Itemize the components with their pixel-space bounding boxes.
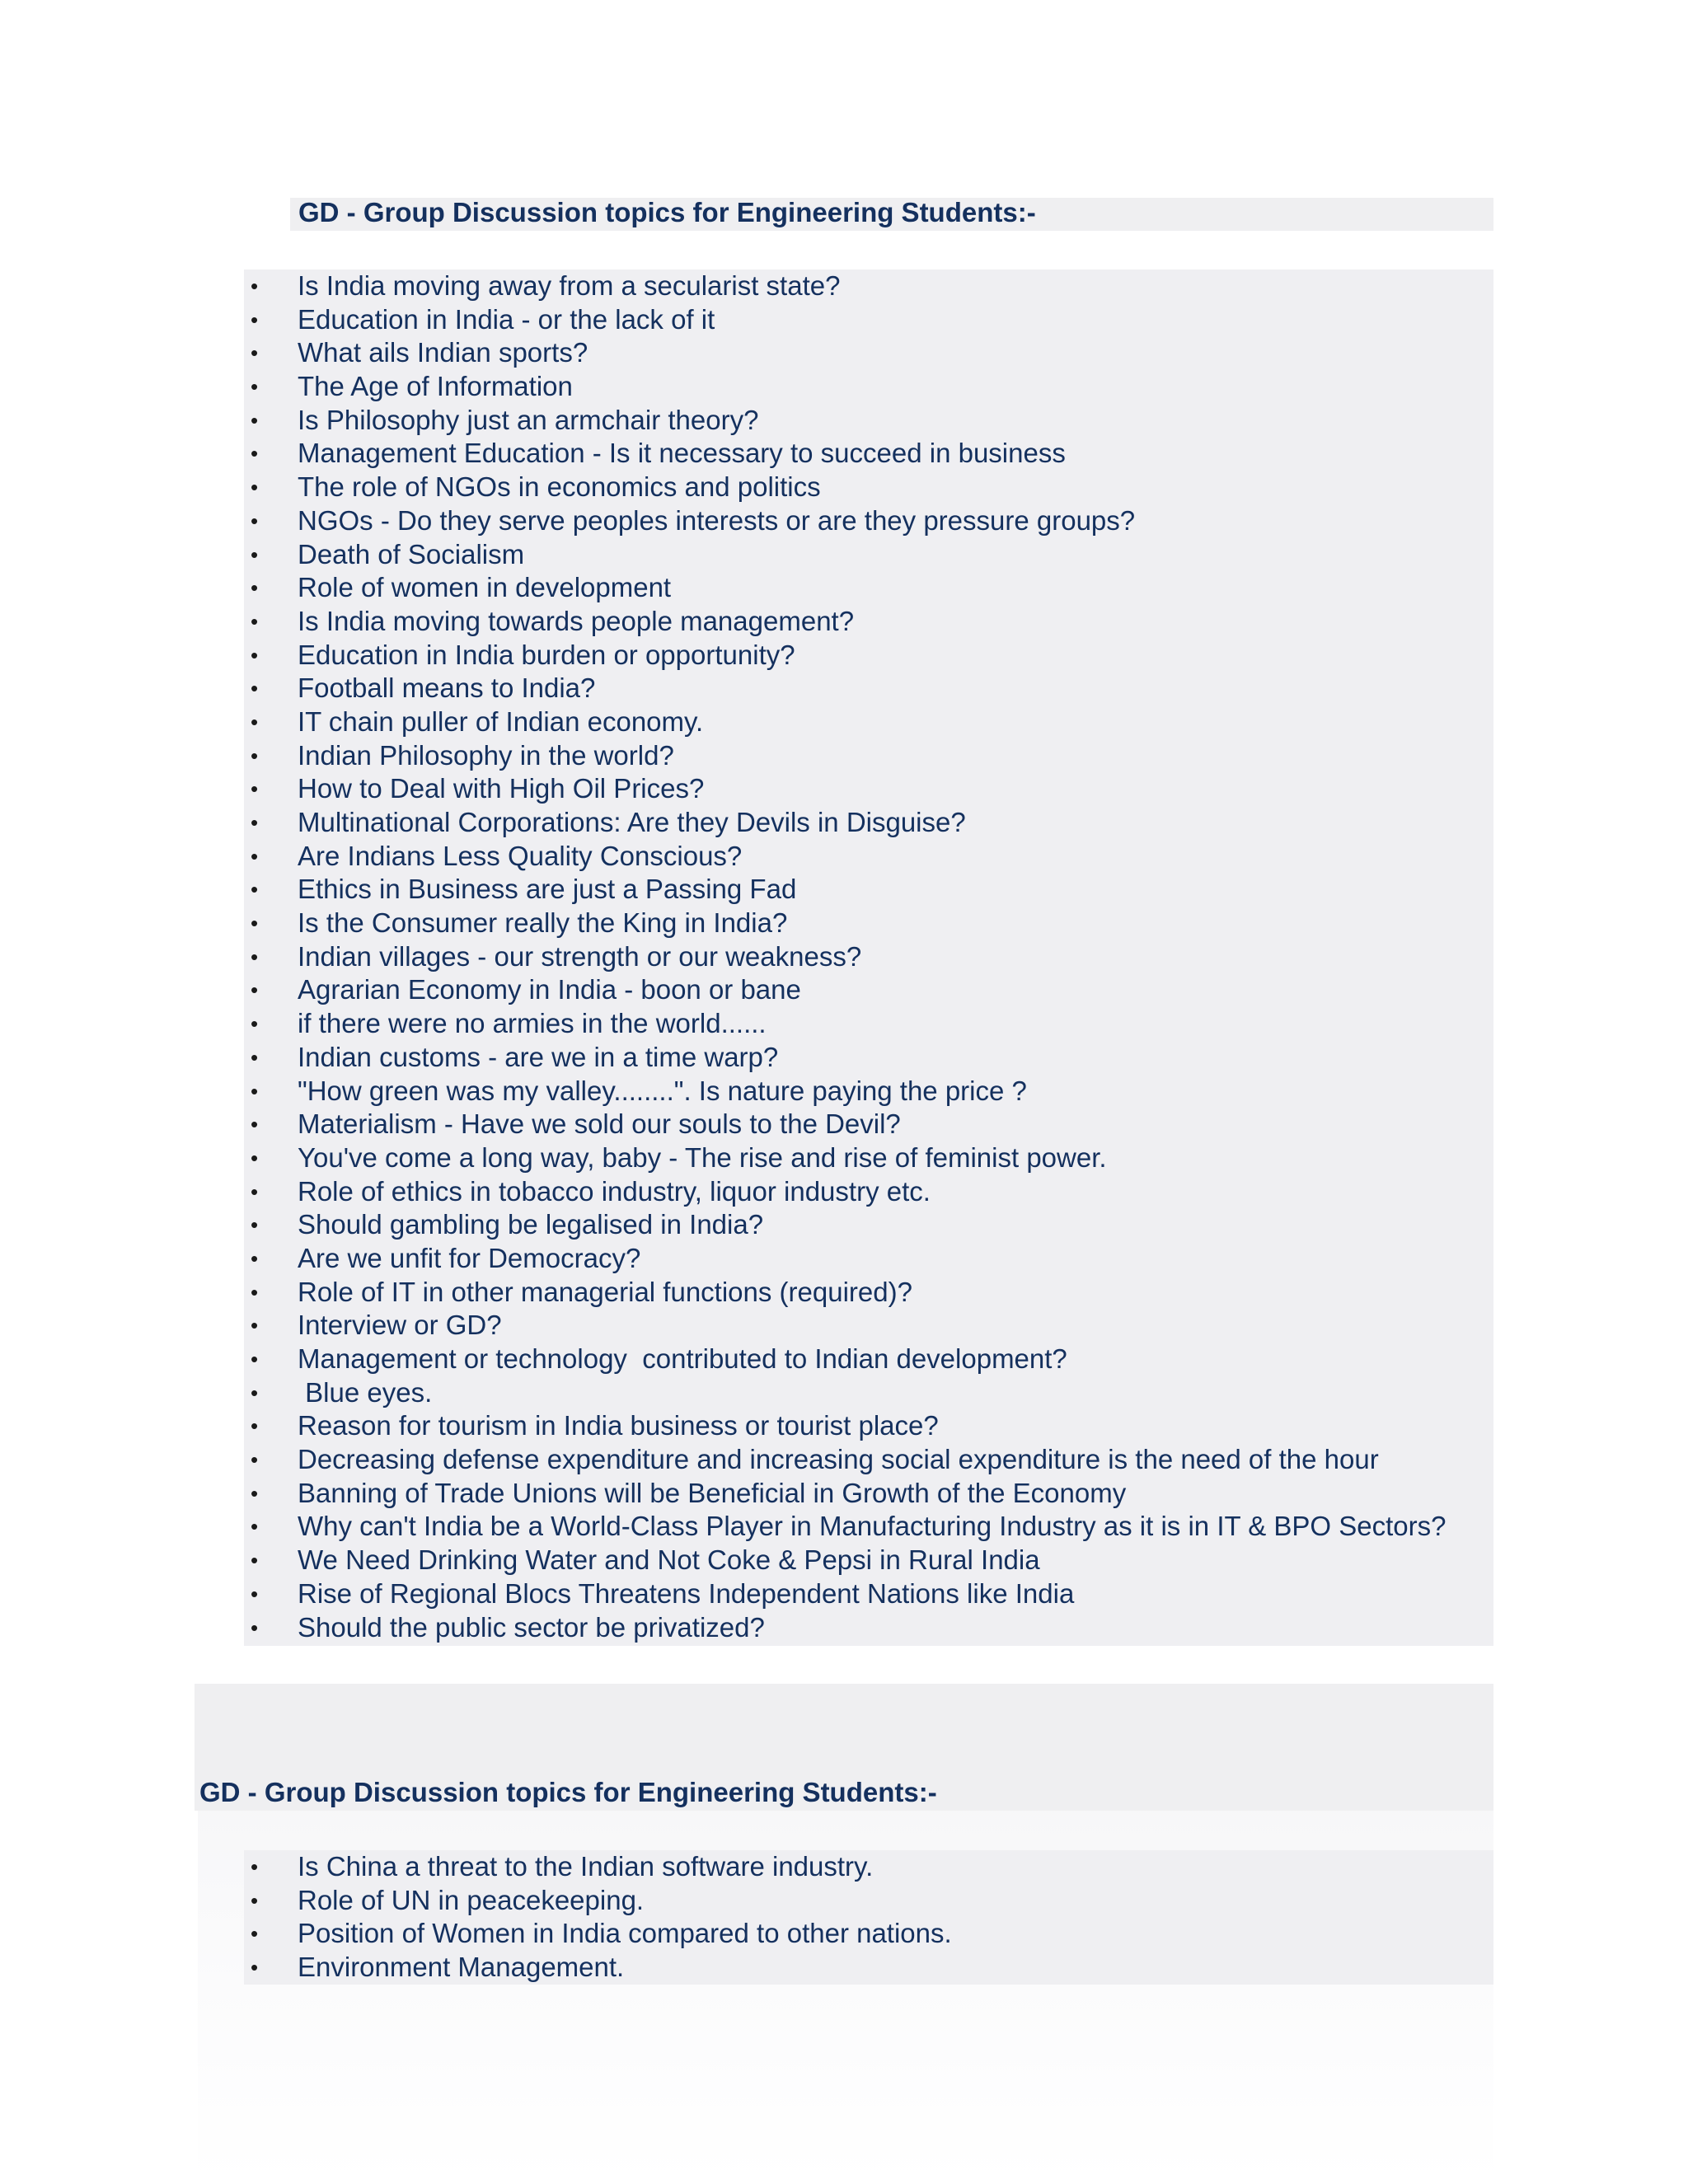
topic-text: Is India moving away from a secularist state? — [298, 270, 841, 301]
bullet-icon: • — [251, 1854, 259, 1879]
topic-list-item — [244, 1850, 1493, 1884]
bullet-icon: • — [251, 911, 259, 936]
bullet-icon: • — [251, 877, 259, 902]
topic-text: Multinational Corporations: Are they Devils in Disguise? — [298, 807, 966, 837]
bullet-icon: • — [251, 1548, 259, 1573]
topic-text: Position of Women in India compared to other nations. — [298, 1918, 952, 1949]
topic-list-item — [244, 1075, 1493, 1108]
topic-text: Management Education - Is it necessary to succeed in business — [298, 438, 1066, 469]
topic-list-item — [244, 605, 1493, 639]
topic-list-item — [244, 1175, 1493, 1209]
bullet-icon: • — [251, 1955, 259, 1980]
topic-text: if there were no armies in the world...... — [298, 1008, 767, 1039]
topic-list-item — [244, 1242, 1493, 1276]
topic-text: Banning of Trade Unions will be Beneficial in Growth of the Economy — [298, 1477, 1127, 1508]
topic-text: Management or technology contributed to Indian development? — [298, 1343, 1067, 1374]
topic-list-item — [244, 571, 1493, 605]
topic-list-item — [244, 1443, 1493, 1477]
topic-text: Is the Consumer really the King in India? — [298, 907, 788, 939]
bullet-icon: • — [251, 1279, 259, 1305]
topic-list-item — [244, 907, 1493, 940]
topic-list-item — [244, 1108, 1493, 1141]
bullet-icon: • — [251, 1380, 259, 1405]
topic-list-item — [244, 404, 1493, 438]
section-1-heading: GD - Group Discussion topics for Engineering Students:- — [298, 197, 1036, 227]
topic-text: Role of UN in peacekeeping. — [298, 1884, 645, 1915]
bullet-icon: • — [251, 1615, 259, 1640]
topic-list-item — [244, 336, 1493, 370]
topic-text: Blue eyes. — [298, 1376, 433, 1408]
bullet-icon: • — [251, 274, 259, 298]
topic-list-item — [244, 303, 1493, 337]
bullet-icon: • — [251, 307, 259, 332]
topic-list-item — [244, 1376, 1493, 1410]
topic-list-item — [244, 1343, 1493, 1376]
topic-list-item — [244, 1007, 1493, 1041]
topic-text: The Age of Information — [298, 371, 573, 402]
topic-text: Role of IT in other managerial functions (required)? — [298, 1276, 912, 1307]
topic-text: Role of women in development — [298, 572, 672, 603]
topic-list-item — [244, 1917, 1493, 1951]
topic-text: Is India moving towards people management? — [298, 605, 855, 636]
topic-text: "How green was my valley........". Is nature paying the price ? — [298, 1075, 1027, 1106]
topic-text: Environment Management. — [298, 1952, 625, 1983]
topic-text: Education in India - or the lack of it — [298, 303, 715, 335]
topic-list-item — [244, 1577, 1493, 1611]
bullet-icon: • — [251, 1212, 259, 1238]
topic-list-item — [244, 705, 1493, 739]
bullet-icon: • — [251, 843, 259, 869]
bullet-icon: • — [251, 1514, 259, 1540]
bullet-icon: • — [251, 1078, 259, 1104]
topic-list-item — [244, 1276, 1493, 1310]
topic-text: We Need Drinking Water and Not Coke & Pepsi in Rural India — [298, 1544, 1040, 1576]
bullet-icon: • — [251, 1011, 259, 1037]
topic-list-item — [244, 1510, 1493, 1544]
topic-list-item — [244, 806, 1493, 840]
topic-list-item — [244, 269, 1493, 303]
section-1-topic-list — [244, 269, 1493, 1646]
topic-text: Are we unfit for Democracy? — [298, 1242, 641, 1273]
topic-list-item — [244, 471, 1493, 504]
topic-text: Death of Socialism — [298, 538, 525, 569]
topic-list-item — [244, 1884, 1493, 1918]
topic-list-item — [244, 672, 1493, 705]
bullet-icon: • — [251, 1447, 259, 1473]
bullet-icon: • — [251, 407, 259, 433]
bullet-icon: • — [251, 608, 259, 634]
topic-list-item — [244, 370, 1493, 404]
topic-text: Are Indians Less Quality Conscious? — [298, 840, 743, 871]
topic-list-item — [244, 1309, 1493, 1343]
topic-text: NGOs - Do they serve peoples interests or are they pressure groups? — [298, 504, 1136, 536]
topic-text: How to Deal with High Oil Prices? — [298, 773, 705, 804]
topic-list-item — [244, 504, 1493, 538]
topic-list-item — [244, 538, 1493, 572]
bullet-icon: • — [251, 1887, 259, 1913]
bullet-icon: • — [251, 1480, 259, 1506]
bullet-icon: • — [251, 1245, 259, 1271]
topic-text: Ethics in Business are just a Passing Fad — [298, 874, 797, 905]
bullet-icon: • — [251, 541, 259, 567]
bullet-icon: • — [251, 508, 259, 533]
topic-text: Is China a threat to the Indian software industry. — [298, 1851, 874, 1882]
topic-list-item — [244, 1409, 1493, 1443]
topic-text: Indian Philosophy in the world? — [298, 739, 674, 771]
topic-text: Is Philosophy just an armchair theory? — [298, 404, 759, 435]
topic-text: Indian customs - are we in a time warp? — [298, 1041, 779, 1072]
bullet-icon: • — [251, 810, 259, 835]
topic-list-item — [244, 1611, 1493, 1645]
bullet-icon: • — [251, 743, 259, 768]
topic-text: IT chain puller of Indian economy. — [298, 705, 704, 737]
topic-text: Should gambling be legalised in India? — [298, 1209, 764, 1240]
topic-list-item — [244, 639, 1493, 673]
bullet-icon: • — [251, 676, 259, 701]
bullet-icon: • — [251, 1347, 259, 1371]
bullet-icon: • — [251, 642, 259, 668]
topic-list-item — [244, 1544, 1493, 1577]
topic-text: Indian villages - our strength or our weakness? — [298, 940, 862, 972]
topic-text: Materialism - Have we sold our souls to the Devil? — [298, 1108, 901, 1140]
bullet-icon: • — [251, 1581, 259, 1606]
topic-text: Football means to India? — [298, 673, 596, 704]
bullet-icon: • — [251, 1145, 259, 1170]
topic-list-item — [244, 772, 1493, 806]
bullet-icon: • — [251, 475, 259, 500]
bullet-icon: • — [251, 1413, 259, 1439]
bullet-icon: • — [251, 1313, 259, 1338]
topic-list-item — [244, 739, 1493, 773]
section-2-heading-band — [195, 1684, 1493, 1811]
topic-list-item — [244, 1141, 1493, 1175]
bullet-icon: • — [251, 709, 259, 734]
topic-text: Agrarian Economy in India - boon or bane — [298, 974, 801, 1005]
topic-text: Rise of Regional Blocs Threatens Independent Nations like India — [298, 1577, 1075, 1609]
topic-text: The role of NGOs in economics and politics — [298, 471, 821, 503]
topic-list-item — [244, 973, 1493, 1007]
topic-text: Reason for tourism in India business or tourist place? — [298, 1410, 939, 1441]
topic-text: Decreasing defense expenditure and increasing social expenditure is the need of the hour — [298, 1444, 1379, 1475]
topic-list-item — [244, 1951, 1493, 1985]
bullet-icon: • — [251, 575, 259, 601]
topic-text: You've come a long way, baby - The rise and rise of feminist power. — [298, 1141, 1107, 1173]
bullet-icon: • — [251, 1921, 259, 1947]
bullet-icon: • — [251, 944, 259, 969]
topic-list-item — [244, 940, 1493, 974]
bullet-icon: • — [251, 776, 259, 802]
bullet-icon: • — [251, 1112, 259, 1137]
section-2-heading: GD - Group Discussion topics for Engineering Students:- — [199, 1777, 937, 1807]
topic-list-item — [244, 1041, 1493, 1075]
topic-list-item — [244, 437, 1493, 471]
bullet-icon: • — [251, 977, 259, 1003]
section-1-heading-band — [290, 198, 1493, 231]
topic-text: Why can't India be a World-Class Player in Manufacturing Industry as it is in IT & BPO Sectors? — [298, 1511, 1447, 1542]
bullet-icon: • — [251, 1179, 259, 1204]
section-2-topic-list — [244, 1850, 1493, 1985]
bullet-icon: • — [251, 340, 259, 366]
topic-text: Education in India burden or opportunity? — [298, 639, 795, 670]
topic-list-item — [244, 873, 1493, 907]
topic-text: What ails Indian sports? — [298, 337, 588, 368]
topic-list-item — [244, 1208, 1493, 1242]
bullet-icon: • — [251, 374, 259, 400]
bullet-icon: • — [251, 441, 259, 466]
topic-text: Should the public sector be privatized? — [298, 1611, 765, 1643]
topic-list-item — [244, 840, 1493, 874]
topic-text: Interview or GD? — [298, 1310, 502, 1341]
topic-list-item — [244, 1477, 1493, 1511]
bullet-icon: • — [251, 1044, 259, 1070]
topic-text: Role of ethics in tobacco industry, liquor industry etc. — [298, 1175, 931, 1207]
